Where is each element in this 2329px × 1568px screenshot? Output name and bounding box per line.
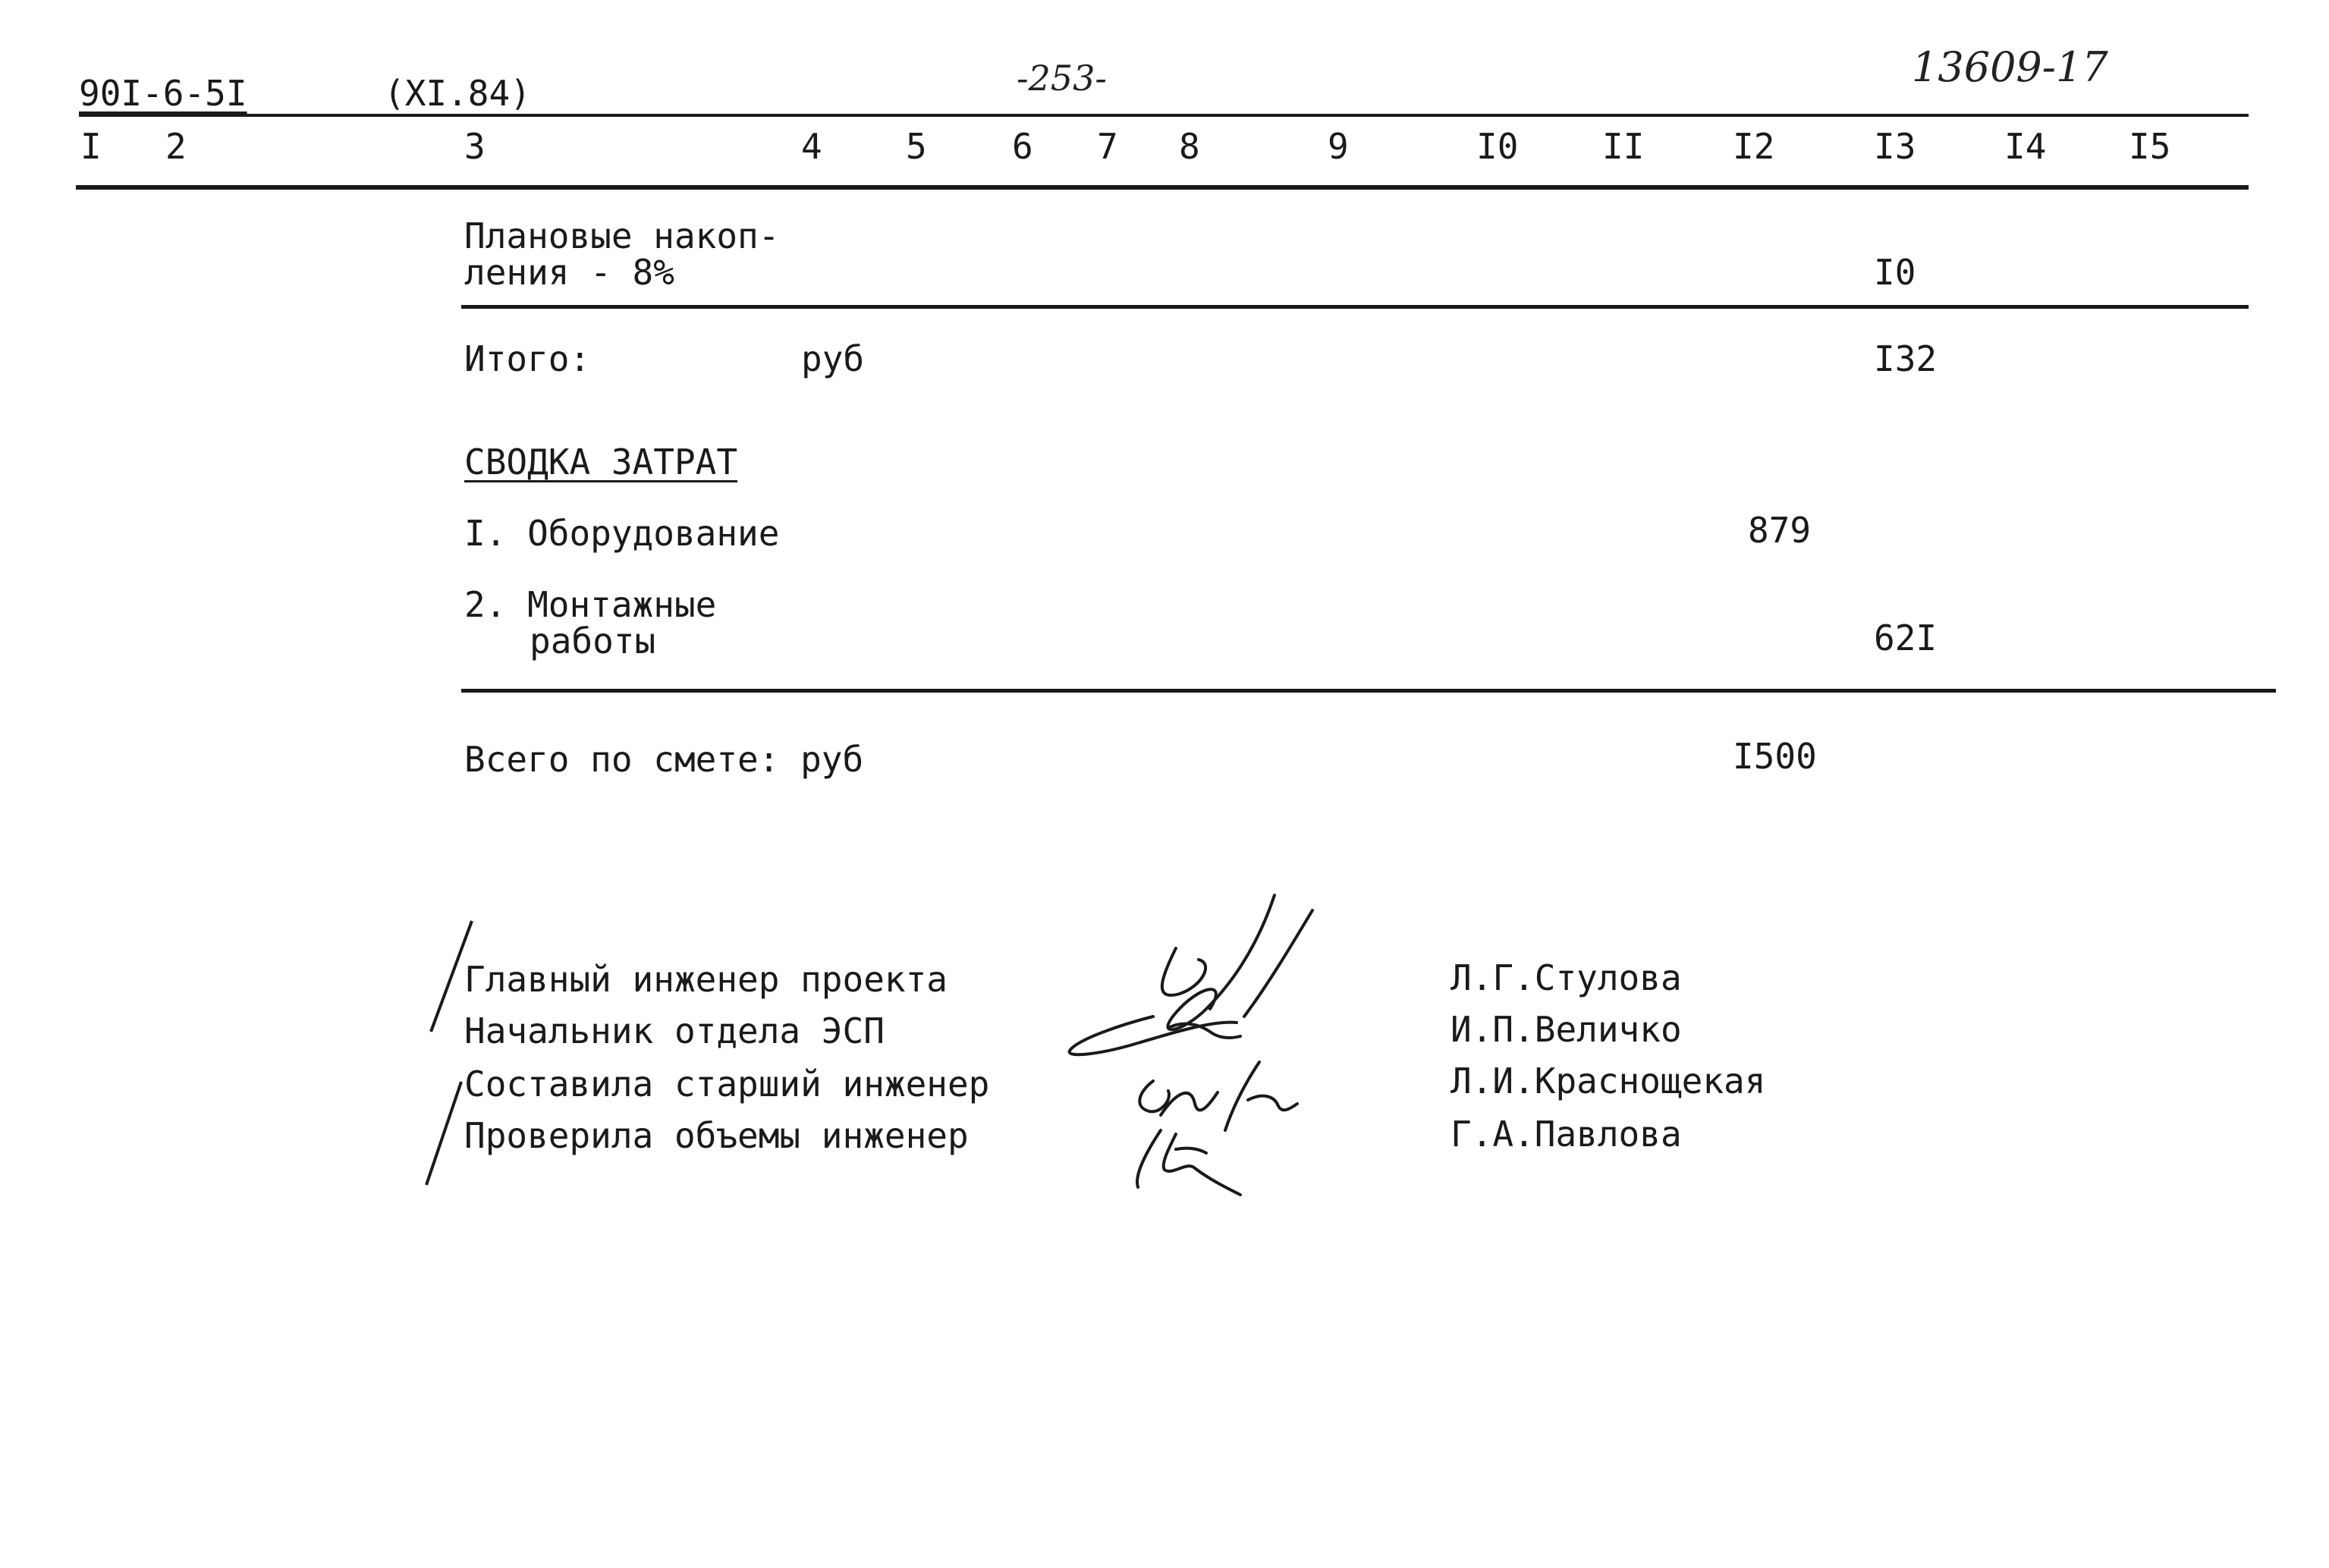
subtotal-rule <box>461 305 2249 309</box>
col-14: I4 <box>2004 126 2047 167</box>
grand-total-value: I500 <box>1733 736 1817 777</box>
summary-rule <box>461 689 2276 693</box>
header-rule <box>79 114 2249 117</box>
col-10: I0 <box>1476 126 1519 167</box>
col-1: I <box>80 126 102 167</box>
col-8: 8 <box>1179 126 1200 167</box>
equipment-value: 879 <box>1748 510 1812 551</box>
planned-label-line2: ления - 8% <box>464 252 674 293</box>
role-checking-engineer: Проверила объемы инженер <box>464 1115 969 1156</box>
name-velichko: И.П.Величко <box>1451 1009 1682 1050</box>
doc-edition: (XI.84) <box>384 73 531 114</box>
role-chief-engineer: Главный инженер проекта <box>464 959 948 1000</box>
name-pavlova: Г.А.Павлова <box>1451 1114 1682 1155</box>
col-5: 5 <box>906 126 927 167</box>
installation-label-line1: 2. Монтажные <box>464 584 717 625</box>
role-senior-engineer: Составила старший инженер <box>464 1064 990 1105</box>
col-15: I5 <box>2129 126 2171 167</box>
col-6: 6 <box>1012 126 1033 167</box>
equipment-label: I. Оборудование <box>464 513 780 554</box>
col-9: 9 <box>1328 126 1349 167</box>
col-4: 4 <box>801 126 822 167</box>
col-13: I3 <box>1874 126 1916 167</box>
col-11: II <box>1602 126 1645 167</box>
page-number: -253- <box>1017 58 1107 99</box>
handwritten-signatures <box>1047 888 1411 1199</box>
name-stulova: Л.Г.Стулова <box>1451 957 1682 998</box>
planned-label-line1: Плановые накоп- <box>464 215 780 256</box>
planned-value: I0 <box>1874 252 1916 293</box>
col-12: I2 <box>1733 126 1775 167</box>
name-krasnoshchekaya: Л.И.Краснощекая <box>1451 1061 1766 1101</box>
installation-label-line2: работы <box>530 621 656 661</box>
summary-title: СВОДКА ЗАТРАТ <box>464 441 738 482</box>
col-7: 7 <box>1097 126 1118 167</box>
total-label: Итого: <box>464 338 591 379</box>
grand-total-label: Всего по смете: руб <box>464 739 864 780</box>
total-unit: руб <box>801 338 865 379</box>
col-2: 2 <box>165 126 187 167</box>
total-value: I32 <box>1874 338 1938 379</box>
col-3: 3 <box>464 126 486 167</box>
approval-slash-bottom <box>422 1079 467 1192</box>
doc-code: 90I-6-5I <box>79 73 247 114</box>
role-department-head: Начальник отдела ЭСП <box>464 1010 885 1051</box>
archive-number: 13609-17 <box>1912 43 2108 91</box>
installation-value: 62I <box>1874 617 1938 658</box>
column-header-rule <box>76 185 2249 190</box>
